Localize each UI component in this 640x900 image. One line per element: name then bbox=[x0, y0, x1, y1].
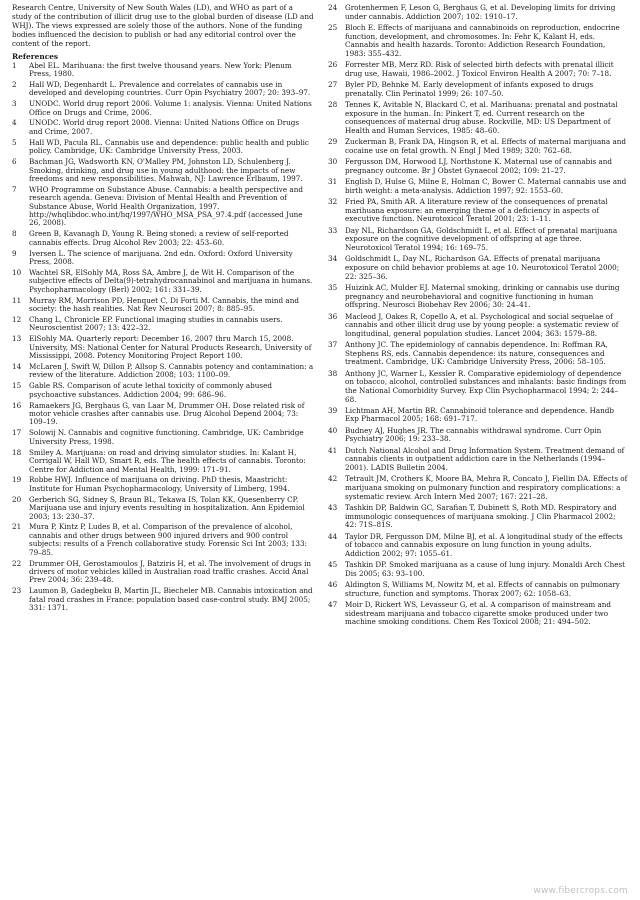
reference-item bbox=[328, 81, 628, 98]
reference-item bbox=[12, 402, 314, 427]
reference-number: 27 bbox=[328, 80, 338, 90]
reference-text: ElSohly MA. Quarterly report: December 16, 2007 thru March 15, 2008. University, MS: National Center for Natural Products Research, University of Mississippi, 2008. Potency Monitoring Project Report 100. bbox=[29, 334, 312, 361]
reference-item bbox=[12, 230, 314, 247]
reference-item bbox=[12, 186, 314, 228]
reference-number: 10 bbox=[12, 267, 22, 277]
reference-number: 33 bbox=[328, 225, 338, 235]
reference-number: 24 bbox=[328, 3, 338, 12]
reference-item bbox=[328, 504, 628, 530]
reference-text: Bachman JG, Wadsworth KN, O'Malley PM, Johnston LD, Schulenberg J. Smoking, drinking, and drug use in young adulthood: the impacts of new freedoms and new responsibilities. Mahwah, NJ: Lawrence Erlbaum, 1997. bbox=[29, 157, 303, 183]
reference-number: 25 bbox=[328, 22, 338, 32]
reference-number: 12 bbox=[12, 315, 22, 324]
reference-list-right bbox=[328, 4, 628, 627]
reference-number: 19 bbox=[12, 475, 22, 485]
reference-item bbox=[12, 363, 314, 380]
reference-text: Macleod J, Oakes R, Copello A, et al. Psychological and social sequelae of cannabis and other illicit drug use by young people: a systematic review of longitudinal, general population studies. Lancet 2004; 363: 1579–88. bbox=[345, 311, 619, 338]
reference-item bbox=[328, 447, 628, 473]
reference-item bbox=[328, 158, 628, 175]
reference-text: Tetrault JM, Crothers K, Moore BA, Mehra R, Concato J, Fiellin DA. Effects of marijuana smoking on pulmonary function and respiratory complications: a systematic review. Arch Intern Med 2007; 167: 221–28. bbox=[345, 474, 628, 501]
reference-number: 43 bbox=[328, 503, 338, 513]
reference-text: Hall WD, Degenhardt L. Prevalence and correlates of cannabis use in developed and developing countries. Curr Opin Psychiatry 2007; 20: 393–97. bbox=[29, 79, 311, 98]
reference-number: 34 bbox=[328, 254, 338, 264]
reference-number: 16 bbox=[12, 400, 22, 410]
reference-item bbox=[12, 119, 314, 136]
reference-text: Taylor DR, Fergusson DM, Milne BJ, et al. A longitudinal study of the effects of tobacco and cannabis exposure on lung function in young adults. Addiction 2002; 97: 1055–61. bbox=[345, 531, 623, 558]
reference-number: 45 bbox=[328, 560, 338, 570]
reference-text: UNODC. World drug report 2006. Volume 1: analysis. Vienna: United Nations Office on Drugs and Crime, 2006. bbox=[29, 99, 312, 117]
reference-item bbox=[328, 227, 628, 253]
reference-text: Anthony JC. The epidemiology of cannabis dependence. In: Roffman RA, Stephens RS, eds. Cannabis dependence: its nature, consequences and treatment. Cambridge, UK: Cambridge University Press, 2006: 58–105. bbox=[345, 340, 608, 367]
reference-item bbox=[328, 313, 628, 339]
acknowledgement-paragraph: Research Centre, University of New South Wales (LD), and WHO as part of a study of the contribution of illicit drug use to the global burden of disease (LD and WHJ). The views expressed are solely those of the authors. None of the funding bodies influenced the decision to publish or had any editorial control over the content of the report. bbox=[12, 3, 314, 48]
reference-text: Aldington S, Williams M, Nowitz M, et al. Effects of cannabis on pulmonary structure, function and symptoms. Thorax 2007; 62: 1058–63. bbox=[345, 580, 620, 598]
reference-text: Dutch National Alcohol and Drug Information System. Treatment demand of cannabis clients in outpatient addiction care in the Netherlands (1994–2001). LADIS Bulletin 2004. bbox=[345, 445, 625, 473]
reference-text: Tashkin DP, Baldwin GC, Sarafian T, Dubinett S, Roth MD. Respiratory and immunologic consequences of marijuana smoking. J Clin Pharmacol 2002; 42: 71S–81S. bbox=[345, 503, 617, 530]
reference-text: Byler PD, Behnke M. Early development of infants exposed to drugs prenatally. Clin Perinatol 1999; 26: 107–50. bbox=[345, 80, 594, 98]
reference-number: 40 bbox=[328, 425, 338, 435]
reference-number: 15 bbox=[12, 381, 22, 391]
reference-number: 18 bbox=[12, 447, 22, 457]
reference-number: 17 bbox=[12, 428, 22, 438]
reference-number: 7 bbox=[12, 184, 17, 194]
reference-text: Moir D, Rickert WS, Levasseur G, et al. A comparison of mainstream and sidestream marijuana and tobacco cigarette smoke produced under two machine smoking conditions. Chem Res Toxicol 2008; 21: 494–502. bbox=[345, 600, 612, 627]
reference-number: 2 bbox=[12, 79, 17, 89]
reference-number: 26 bbox=[328, 60, 338, 70]
reference-number: 21 bbox=[12, 522, 22, 532]
reference-number: 3 bbox=[12, 99, 17, 109]
reference-item bbox=[12, 139, 314, 156]
right-column bbox=[328, 4, 628, 900]
reference-text: Wachtel SR, ElSohly MA, Ross SA, Ambre J, de Wit H. Comparison of the subjective effects of Delta(9)-tetrahydrocannabinol and marijuana in humans. Psychopharmacology (Berl) 2002; 161: 331–39. bbox=[29, 267, 313, 294]
reference-number: 13 bbox=[12, 334, 22, 344]
reference-text: English D, Hulse G, Milne E, Holman C, Bower C. Maternal cannabis use and birth weight: a meta-analysis. Addiction 1997; 92: 1553–60. bbox=[345, 177, 627, 195]
reference-number: 36 bbox=[328, 311, 338, 321]
reference-text: Gerberich SG, Sidney S, Braun BL, Tekawa IS, Tolan KK, Quesenberry CP. Marijuana use and injury events resulting in hospitalization. Ann Epidemiol 2003; 13: 230–37. bbox=[29, 494, 305, 521]
reference-item bbox=[328, 407, 628, 424]
reference-item bbox=[12, 429, 314, 446]
reference-item bbox=[328, 61, 628, 78]
reference-item bbox=[328, 601, 628, 627]
reference-text: Robbe HWJ. Influence of marijuana on driving. PhD thesis, Maastricht: Institute for Human Psychopharmacology, University of Limberg, 1994. bbox=[29, 475, 290, 493]
reference-number: 6 bbox=[12, 157, 17, 167]
reference-number: 39 bbox=[328, 405, 338, 415]
reference-text: Abel EL. Marihuana: the first twelve thousand years. New York: Plenum Press, 1980. bbox=[29, 60, 292, 78]
reference-item bbox=[12, 587, 314, 612]
reference-text: Zuckerman B, Frank DA, Hingson R, et al. Effects of maternal marijuana and cocaine use on fetal growth. N Engl J Med 1989; 320: 762–68. bbox=[345, 137, 626, 155]
reference-text: Murray RM, Morrison PD, Henquet C, Di Forti M. Cannabis, the mind and society: the hash realities. Nat Rev Neurosci 2007; 8: 885–95. bbox=[29, 295, 299, 314]
reference-text: Chang L, Chronicle EP. Functional imaging studies in cannabis users. Neuroscientist 2007; 13: 422–32. bbox=[29, 315, 283, 333]
reference-text: Fergusson DM, Horwood LJ, Northstone K. Maternal use of cannabis and pregnancy outcome. Br J Obstet Gynaecol 2002; 109: 21–27. bbox=[345, 157, 613, 175]
reference-number: 4 bbox=[12, 118, 17, 128]
reference-item bbox=[12, 496, 314, 521]
reference-item bbox=[328, 101, 628, 135]
reference-text: Fried PA, Smith AR. A literature review of the consequences of prenatal marihuana exposure: an emerging theme of a deficiency in aspects of executive function. Neurotoxicol Teratol 2001; 23: 1–11. bbox=[345, 197, 608, 224]
reference-number: 22 bbox=[12, 558, 22, 568]
reference-item bbox=[12, 297, 314, 314]
reference-text: Ramaekers JG, Berghaus G, van Laar M, Drummer OH. Dose related risk of motor vehicle crashes after cannabis use. Drug Alcohol Depend 2004; 73: 109–19. bbox=[29, 400, 305, 427]
reference-number: 31 bbox=[328, 177, 338, 187]
reference-number: 46 bbox=[328, 580, 338, 590]
reference-text: Bloch E. Effects of marijuana and cannabinoids on reproduction, endocrine function, development, and chromosomes. In: Fehr K, Kalant H, eds. Cannabis and health hazards. Toronto: Addiction Research Foundation, 1983: 355–432. bbox=[345, 22, 620, 58]
reference-text: Solowij N. Cannabis and cognitive functioning. Cambridge, UK: Cambridge University Press, 1998. bbox=[29, 428, 304, 446]
reference-item bbox=[12, 158, 314, 183]
reference-text: Green B, Kavanagh D, Young R. Being stoned: a review of self-reported cannabis effects. Drug Alcohol Rev 2003; 22: 453–60. bbox=[29, 229, 289, 247]
reference-item bbox=[328, 24, 628, 58]
reference-text: UNODC. World drug report 2008. Vienna: United Nations Office on Drugs and Crime, 2007. bbox=[29, 118, 300, 136]
reference-number: 20 bbox=[12, 494, 22, 504]
reference-item bbox=[328, 561, 628, 578]
reference-item bbox=[328, 178, 628, 195]
reference-item bbox=[328, 255, 628, 281]
reference-text: Laumon B, Gadegbeku B, Martin JL, Biecheler MB. Cannabis intoxication and fatal road crashes in France: population based case-control study. BMJ 2005; 331: 1371. bbox=[29, 586, 313, 613]
reference-text: Day NL, Richardson GA, Goldschmidt L, et al. Effect of prenatal marijuana exposure on the cognitive development of offspring at age three. Neurotoxicol Teratol 1994; 16: 169–75. bbox=[345, 225, 618, 253]
reference-item bbox=[12, 523, 314, 557]
reference-item bbox=[328, 427, 628, 444]
reference-number: 44 bbox=[328, 531, 338, 541]
reference-number: 42 bbox=[328, 474, 338, 484]
reference-text: Forrester MB, Merz RD. Risk of selected birth defects with prenatal illicit drug use, Hawaii, 1986–2002. J Toxicol Environ Health A 2007; 70: 7–18. bbox=[345, 60, 614, 78]
reference-number: 1 bbox=[12, 60, 17, 70]
reference-number: 14 bbox=[12, 362, 22, 372]
watermark: www.fibercrops.com bbox=[533, 886, 628, 896]
reference-item bbox=[12, 100, 314, 117]
reference-text: Mura P, Kintz P, Ludes B, et al. Comparison of the prevalence of alcohol, cannabis and other drugs between 900 injured drivers and 900 control subjects: results of a French collaborative study. Forensic Sci Int 2003; 133: 79–85. bbox=[29, 522, 307, 557]
reference-text: Budney AJ, Hughes JR. The cannabis withdrawal syndrome. Curr Opin Psychiatry 2006; 19: 233–38. bbox=[345, 425, 602, 444]
reference-text: Tashkin DP. Smoked marijuana as a cause of lung injury. Monaldi Arch Chest Dis 2005; 63: 93–100. bbox=[345, 560, 626, 578]
reference-item bbox=[328, 581, 628, 598]
reference-number: 5 bbox=[12, 137, 17, 147]
reference-item bbox=[12, 250, 314, 267]
reference-list-left bbox=[12, 62, 314, 613]
reference-number: 38 bbox=[328, 368, 338, 378]
reference-item bbox=[12, 476, 314, 493]
reference-text: Gable RS. Comparison of acute lethal toxicity of commonly abused psychoactive substances. Addiction 2004; 99: 686–96. bbox=[29, 381, 272, 399]
reference-item bbox=[328, 370, 628, 404]
reference-text: Hall WD, Pacula RL. Cannabis use and dependence: public health and public policy. Cambridge, UK: Cambridge University Press, 2003. bbox=[29, 137, 309, 156]
reference-item bbox=[12, 81, 314, 98]
reference-number: 35 bbox=[328, 282, 338, 292]
reference-item bbox=[328, 4, 628, 21]
left-column bbox=[12, 4, 314, 900]
reference-text: Drummer OH, Gerostamoulos J, Batziris H, et al. The involvement of drugs in drivers of motor vehicles killed in Australian road traffic crashes. Accid Anal Prev 2004; 36: 239–48. bbox=[29, 558, 312, 585]
reference-item bbox=[12, 335, 314, 360]
reference-item bbox=[328, 138, 628, 155]
reference-number: 23 bbox=[12, 586, 22, 596]
reference-text: Grotenhermen F, Leson G, Berghaus G, et al. Developing limits for driving under cannabis. Addiction 2007; 102: 1910–17. bbox=[345, 3, 616, 21]
reference-text: Tennes K, Avitable N, Blackard C, et al. Marihuana: prenatal and postnatal exposure in the human. In: Pinkert T, ed. Current research on the consequences of maternal drug abuse. Rockville, MD: US Department of Health and Human Services, 1985: 48–60. bbox=[345, 100, 618, 135]
references-heading: References bbox=[12, 51, 59, 61]
reference-text: Iversen L. The science of marijuana. 2nd edn. Oxford: Oxford University Press, 2008. bbox=[29, 248, 293, 267]
reference-number: 30 bbox=[328, 157, 338, 167]
reference-text: Huizink AC, Mulder EJ. Maternal smoking, drinking or cannabis use during pregnancy and neurobehavioral and cognitive functioning in human offspring. Neurosci Biobehav Rev 2006; 30: 24–41. bbox=[345, 282, 620, 310]
reference-text: WHO Programme on Substance Abuse. Cannabis: a health perspective and research agenda. Geneva: Division of Mental Health and Prevention of Substance Abuse, World Health Organization, 1997. http://whqlibdoc.who.int/hq/1997/WHO_MSA_PSA_97.4.pdf (accessed June 26, 2008). bbox=[29, 184, 303, 228]
reference-number: 9 bbox=[12, 248, 17, 258]
reference-text: Anthony JC, Warner L, Kessler R. Comparative epidemiology of dependence on tobacco, alcohol, controlled substances and inhalants: basic findings from the National Comorbidity Survey. Exp Clin Psychopharmacol 1994; 2: 244–68. bbox=[345, 368, 627, 404]
reference-number: 28 bbox=[328, 100, 338, 110]
reference-item bbox=[12, 62, 314, 79]
reference-item bbox=[12, 316, 314, 333]
reference-text: Lichtman AH, Martin BR. Cannabinoid tolerance and dependence. Handb Exp Pharmacol 2005; 168: 691–717. bbox=[345, 405, 615, 424]
reference-number: 32 bbox=[328, 197, 338, 207]
reference-item bbox=[12, 269, 314, 294]
reference-number: 37 bbox=[328, 340, 338, 350]
reference-text: Goldschmidt L, Day NL, Richardson GA. Effects of prenatal marijuana exposure on child behavior problems at age 10. Neurotoxicol Teratol 2000; 22: 325–36. bbox=[345, 254, 620, 281]
reference-number: 47 bbox=[328, 600, 338, 610]
reference-text: Smiley A. Marijuana: on road and driving simulator studies. In: Kalant H, Corrigall W, Hall WD, Smart R, eds. The health effects of cannabis. Toronto: Centre for Addiction and Mental Health, 1999: 171–91. bbox=[29, 447, 306, 474]
reference-number: 29 bbox=[328, 137, 338, 147]
reference-item bbox=[12, 382, 314, 399]
reference-item bbox=[328, 284, 628, 310]
reference-item bbox=[328, 198, 628, 224]
reference-item bbox=[12, 449, 314, 474]
reference-item bbox=[328, 341, 628, 367]
reference-number: 8 bbox=[12, 229, 17, 239]
reference-item bbox=[328, 533, 628, 559]
reference-item bbox=[12, 560, 314, 585]
reference-text: McLaren J, Swift W, Dillon P, Allsop S. Cannabis potency and contamination: a review of the literature. Addiction 2008; 103: 1100–09. bbox=[29, 362, 314, 380]
reference-number: 41 bbox=[328, 445, 338, 455]
reference-item bbox=[328, 475, 628, 501]
reference-number: 11 bbox=[12, 295, 22, 305]
